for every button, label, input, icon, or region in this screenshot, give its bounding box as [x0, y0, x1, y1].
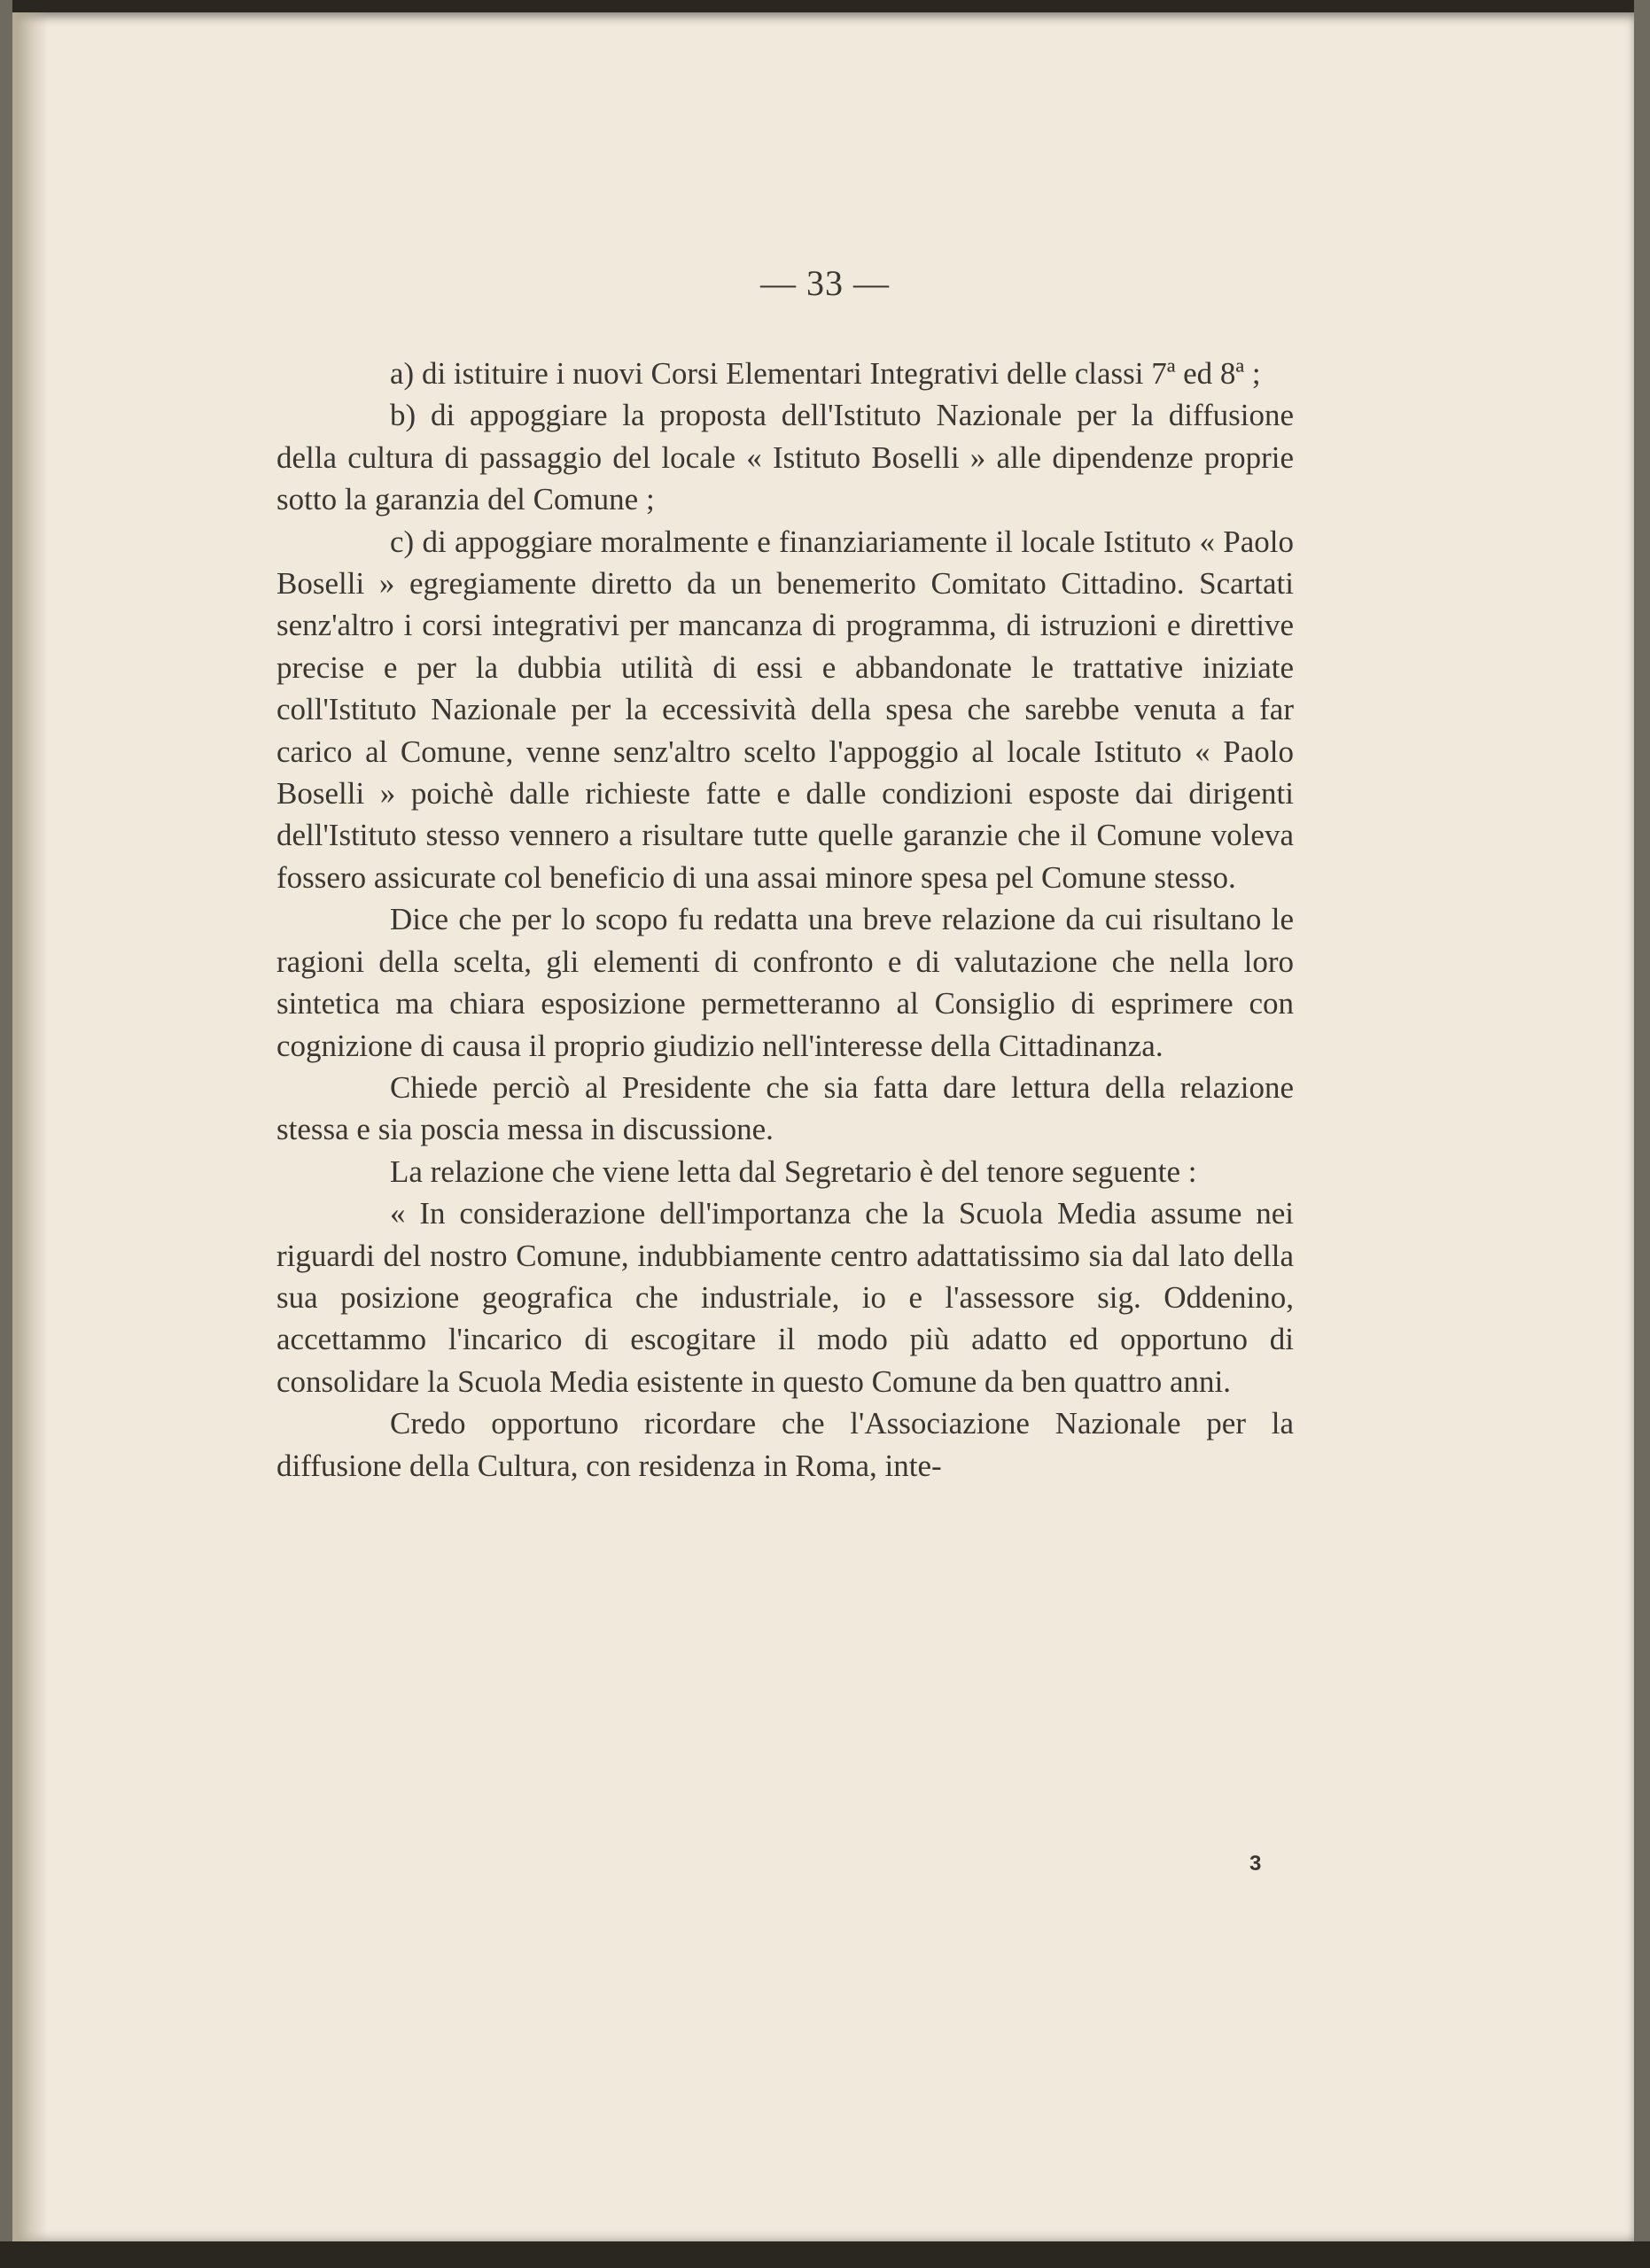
paragraph-a: a) di istituire i nuovi Corsi Elementari Integrativi delle classi 7ª ed 8ª ;	[390, 356, 1261, 391]
paragraph-relazione: La relazione che viene letta dal Segretario è del tenore seguente :	[390, 1153, 1197, 1189]
paragraph-c: c) di appoggiare moralmente e finanziariamente il locale Istituto « Paolo Boselli » egregiamente diretto da un benemerito Comitato Cittadino. Scartati senz'altro i corsi integrativi per mancanza di programma, di istruzioni e direttive precise e per la dubbia utilità di essi e abbandonate le trattative iniziate coll'Istituto Nazionale per la eccessività della spesa che sarebbe venuta a far carico al Comune, venne senz'altro scelto l'appoggio al locale Istituto « Paolo Boselli » poichè dalle richieste fatte e dalle condizioni esposte dai dirigenti dell'Istituto stesso vennero a risultare tutte quelle garanzie che il Comune voleva fossero assicurate col beneficio di una assai minore spesa pel Comune stesso.	[276, 524, 1294, 895]
scan-bottom-edge	[0, 2241, 1650, 2268]
paragraph-credo: Credo opportuno ricordare che l'Associazione Nazionale per la diffusione della Cultura, con residenza in Roma, inte-	[276, 1406, 1294, 1483]
paragraph-b: b) di appoggiare la proposta dell'Istituto Nazionale per la diffusione della cultura di passaggio del locale « Istituto Boselli » alle dipendenze proprie sotto la garanzia del Comune ;	[276, 398, 1294, 517]
paragraph-chiede: Chiede perciò al Presidente che sia fatta dare lettura della relazione stessa e sia poscia messa in discussione.	[276, 1069, 1294, 1147]
paragraph-dice: Dice che per lo scopo fu redatta una breve relazione da cui risultano le ragioni della scelta, gli elementi di confronto e di valutazione che nella loro sintetica ma chiara esposizione permetteranno al Consiglio di esprimere con cognizione di causa il proprio giudizio nell'interesse della Cittadinanza.	[276, 902, 1294, 1063]
page-number: — 33 —	[760, 263, 890, 303]
document-body	[276, 353, 1294, 1487]
scan-top-edge	[12, 0, 1634, 12]
paragraph-quote-start: « In considerazione dell'importanza che la Scuola Media assume nei riguardi del nostro Comune, indubbiamente centro adattatissimo sia dal lato della sua posizione geografica che industriale, io e l'assessore sig. Oddenino, accettammo l'incarico di escogitare il modo più adatto ed opportuno di consolidare la Scuola Media esistente in questo Comune da ben quattro anni.	[276, 1196, 1294, 1399]
signature-mark: 3	[1249, 1852, 1262, 1876]
